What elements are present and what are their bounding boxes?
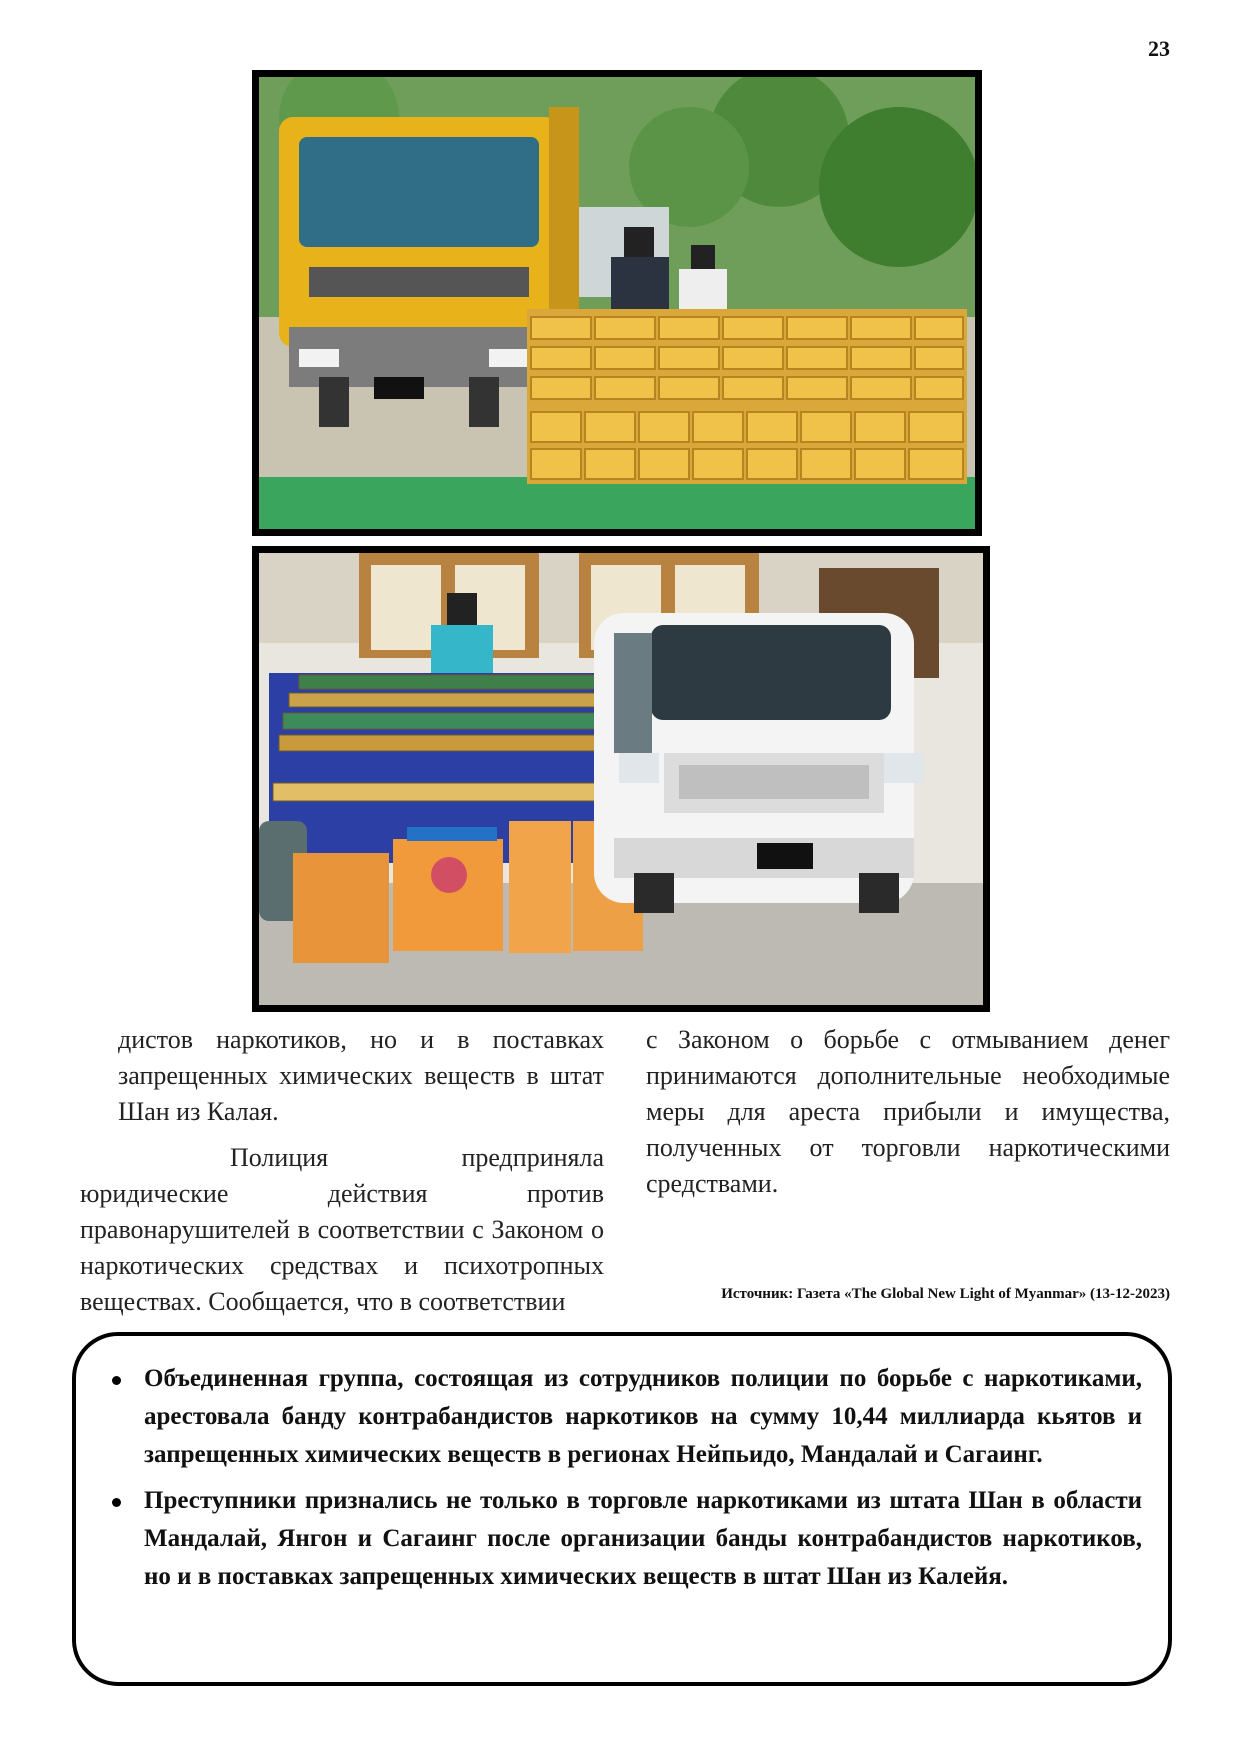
truck-seizure-photo [252,70,982,536]
left-paragraph-2: Полиция предприняла юридические действия против правонарушителей в соответствии с Законом о наркотических средствах и психотропных веществах. Сообщается, что в соответствии [80,1143,604,1316]
van-seizure-image [259,553,983,1005]
left-paragraph-1: дистов наркотиков, но и в поставках запрещенных химических веществ в штат Шан из Калая. [118,1025,604,1126]
right-paragraph-1: с Законом о борьбе с отмыванием денег принимаются дополнительные необходимые меры для ареста прибыли и имущества, полученных от торговли наркотическими средствами. [646,1025,1170,1198]
summary-bullet-list [102,1360,1142,1596]
summary-bullet-text: Объединенная группа, состоящая из сотрудников полиции по борьбе с наркотиками, арестовала банду контрабандистов наркотиков на сумму 10,44 миллиарда кьятов и запрещенных химических веществ в регионах Нейпьидо, Мандалай и Сагаинг. [144,1365,1142,1468]
article-left-column [80,1022,604,1320]
source-citation: Источник: Газета «The Global New Light of Myanmar» (13-12-2023) [721,1286,1170,1302]
article-right-column [646,1022,1170,1202]
truck-seizure-image [259,77,975,529]
page-number: 23 [1148,36,1170,61]
van-seizure-photo [252,546,990,1012]
summary-box [72,1332,1172,1686]
summary-bullet-text: Преступники признались не только в торговле наркотиками из штата Шан в области Мандалай, Янгон и Сагаинг после организации банды контрабандистов наркотиков, но и в поставках запрещенных химических веществ в штат Шан из Калейя. [144,1487,1142,1590]
summary-bullet-item [112,1360,1142,1474]
bullet-icon [112,1376,121,1385]
bullet-icon [112,1498,121,1507]
summary-bullet-item [112,1482,1142,1596]
